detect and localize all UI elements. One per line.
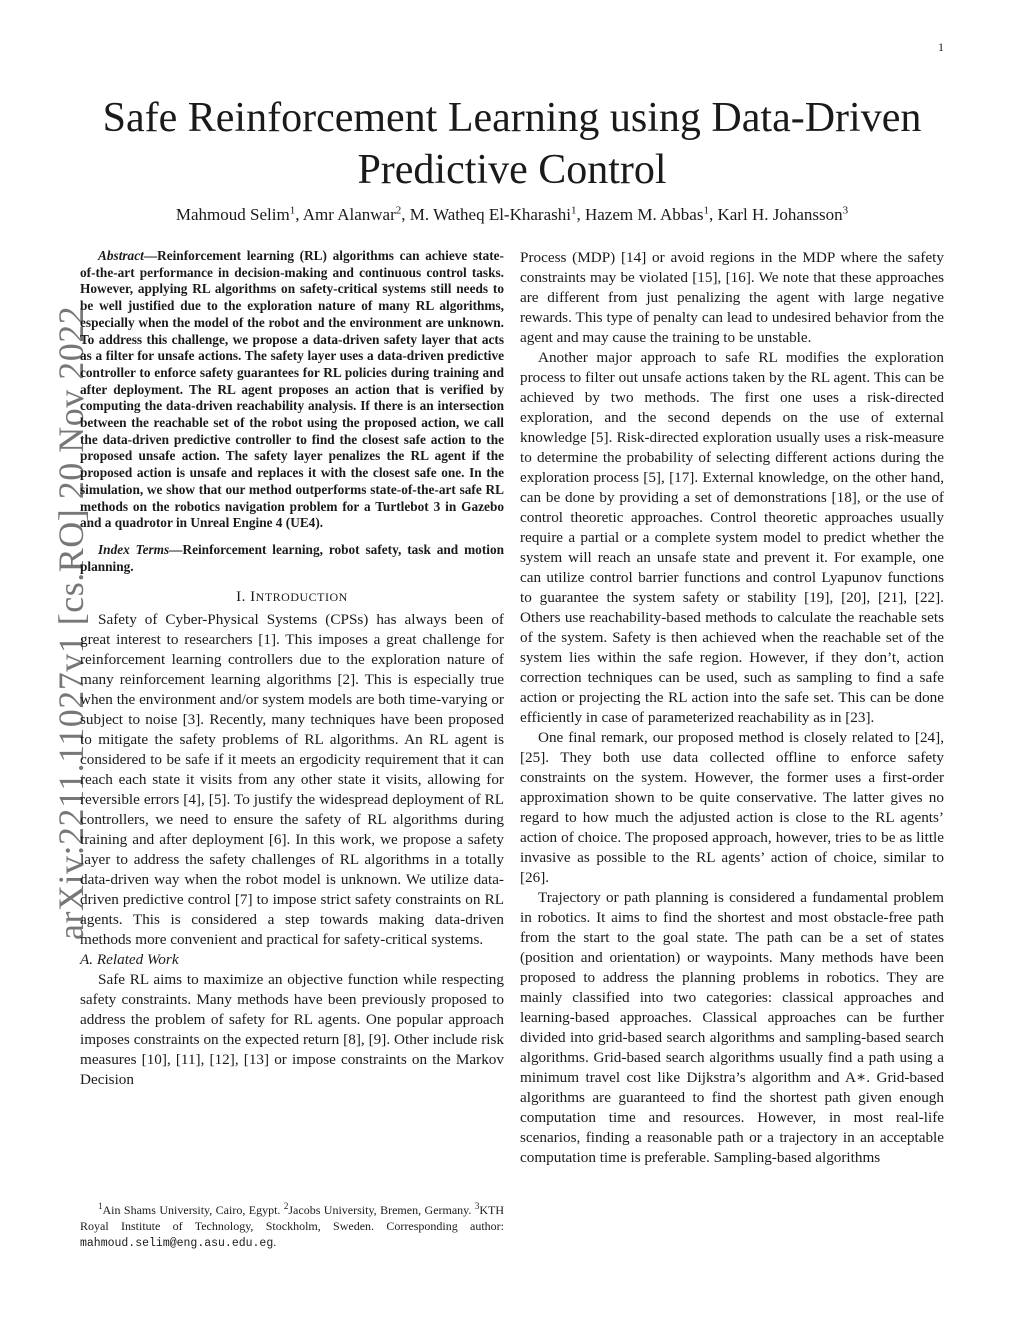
author-list (80, 198, 944, 227)
body-paragraph: Trajectory or path planning is considered a fundamental problem in robotics. It aims to find the shortest and most obstacle-free path from the start to the goal state. The path can be a set of states (position and orientation) or waypoints. Many methods have been proposed to address the planning problems in robotics. They are mainly classified into two categories: classical approaches and learning-based approaches. Classical approaches can be further divided into grid-based search algorithms and sampling-based search algorithms. Grid-based search algorithms usually find a path using a minimum travel cost like Dijkstra’s algorithm and A∗. Grid-based algorithms are guaranteed to find the shortest path given enough computation time and resources. However, in most real-life scenarios, finding a reasonable path or a trajectory in an acceptable computation time is preferable. Sampling-based algorithms (520, 889, 944, 1166)
page-number: 1 (938, 40, 944, 54)
author: M. Watheq El-Kharashi$^1$, (409, 204, 585, 224)
corresponding-author-email: mahmoud.selim@eng.asu.edu.eg (80, 1237, 274, 1250)
body-paragraph: Another major approach to safe RL modifies the exploration process to filter out unsafe actions taken by the RL agent. This can be achieved by two methods. The first one uses a risk-directed exploration, and the second depends on the use of external knowledge [5]. Risk-directed exploration usually uses a risk-measure to determine the probability of selecting different actions during the exploration process [5], [17]. External knowledge, on the other hand, can be done by providing a set of demonstrations [18], or the use of control theoretic approaches. Control theoretic approaches usually require a partial or a complete system model to predict whether the system will reach an unsafe state and prevent it. For example, one can utilize control barrier functions and control Lyapunov functions to guarantee the system safety or stability [19], [20], [21], [22]. Others use reachability-based methods to calculate the reachable sets of the system. Safety is then achieved when the reachable set of the system lies within the safe region. However, if they don’t, action correction techniques can be used, such as sampling to find a safe action or projecting the RL action into the safe set. This can be done efficiently in case of parameterized reachability as in [23]. (520, 349, 944, 726)
right-column (520, 248, 944, 1168)
subsection-heading-related-work: A. Related Work (80, 951, 179, 969)
author: Karl H. Johansson$^3$ (717, 204, 849, 224)
index-terms-label: Index Terms (98, 541, 170, 557)
abstract-label: Abstract (98, 248, 144, 263)
affiliation-footnote: $^1$Ain Shams University, Cairo, Egypt. $^2$Jacobs University, Bremen, Germany. $^3$KTH Royal Institute of Technology, Stockholm, Sweden. Corresponding author: mahmoud.selim@eng.asu.edu.eg. (80, 1201, 504, 1250)
arxiv-identifier-stamp: arXiv:2211.11027v1 [cs.RO] 20 Nov 2022 (51, 305, 91, 940)
left-column (80, 248, 504, 1090)
author: Amr Alanwar$^2$, (302, 204, 410, 224)
title-line-2: Predictive Control (357, 147, 667, 193)
index-terms-text: Reinforcement learning, robot safety, task and motion planning. (80, 541, 504, 574)
body-paragraph: Process (MDP) [14] or avoid regions in the MDP where the safety constraints may be violated [15], [16]. We note that these approaches are different from just penalizing the agent with large negative rewards. This type of penalty can lead to undesired behavior from the agent and may cause the training to be unstable. (520, 249, 944, 346)
author: Hazem M. Abbas$^1$, (584, 204, 718, 224)
title-line-1: Safe Reinforcement Learning using Data-Driven (102, 95, 922, 141)
intro-paragraph: Safety of Cyber-Physical Systems (CPSs) has always been of great interest to researchers [1]. This imposes a great challenge for reinforcement learning controllers due to the exploration nature of many reinforcement learning algorithms [2]. This is especially true when the environment and/or system models are both time-varying or subject to noise [3]. Recently, many techniques have been proposed to mitigate the safety problems of RL algorithms. An RL agent is considered to be safe if it meets an ergodicity requirement that it can reach each state it visits from any other state it visits, allowing for reversible errors [4], [5]. To justify the widespread deployment of RL controllers, we need to ensure the safety of RL algorithms during training and after deployment [6]. In this work, we propose a safety layer to address the safety challenges of RL algorithms in a totally data-driven way when the robot model is unknown. We utilize data-driven predictive control [7] to impose strict safety constraints on RL agents. This is considered a step towards making data-driven methods more convenient and practical for safety-critical systems. (80, 611, 504, 949)
author: Mahmoud Selim$^1$, (175, 204, 303, 224)
related-work-paragraph: Safe RL aims to maximize an objective function while respecting safety constraints. Many methods have been previously proposed to address the problem of safety for RL agents. One popular approach imposes constraints on the expected return [8], [9]. Other include risk measures [10], [11], [12], [13] or impose constraints on the Markov Decision (80, 971, 504, 1089)
section-heading-introduction: I. INTRODUCTION (236, 589, 348, 606)
paper-title (80, 92, 944, 196)
abstract-text: Reinforcement learning (RL) algorithms can achieve state-of-the-art performance in decision-making and continuous control tasks. However, applying RL algorithms on safety-critical systems still needs to be well justified due to the exploration nature of many RL algorithms, especially when the model of the robot and the environment are unknown. To address this challenge, we propose a data-driven safety layer that acts as a filter for unsafe actions. The safety layer uses a data-driven predictive controller to enforce safety guarantees for RL policies during training and after deployment. The RL agent proposes an action that is verified by computing the data-driven reachability analysis. If there is an intersection between the reachable set of the robot using the proposed action, we call the data-driven predictive controller to find the closest safe action to the proposed unsafe action. The safety layer penalizes the RL agent if the proposed action is unsafe and replaces it with the closest safe one. In the simulation, we show that our method outperforms state-of-the-art safe RL methods on the robotics navigation problem for a Turtlebot 3 in Gazebo and a quadrotor in Unreal Engine 4 (UE4). (80, 248, 504, 531)
body-paragraph: One final remark, our proposed method is closely related to [24], [25]. They both use data collected offline to enforce safety constraints on the system. However, the former uses a first-order approximation shown to be quite conservative. The latter gives no regard to how much the adjusted action is close to the RL agents’ action of choice. The proposed approach, however, tries to be as little invasive as possible to the RL agents’ action of choice, similar to [26]. (520, 729, 944, 886)
index-terms: Index Terms—Reinforcement learning, robot safety, task and motion planning. (80, 541, 504, 574)
abstract: Abstract—Reinforcement learning (RL) algorithms can achieve state-of-the-art performance in decision-making and continuous control tasks. However, applying RL algorithms on safety-critical systems still needs to be well justified due to the exploration nature of many RL algorithms, especially when the model of the robot and the environment are unknown. To address this challenge, we propose a data-driven safety layer that acts as a filter for unsafe actions. The safety layer uses a data-driven predictive controller to enforce safety guarantees for RL policies during training and after deployment. The RL agent proposes an action that is verified by computing the data-driven reachability analysis. If there is an intersection between the reachable set of the robot using the proposed action, we call the data-driven predictive controller to find the closest safe action to the proposed unsafe action. The safety layer penalizes the RL agent if the proposed action is unsafe and replaces it with the closest safe one. In the simulation, we show that our method outperforms state-of-the-art safe RL methods on the robotics navigation problem for a Turtlebot 3 in Gazebo and a quadrotor in Unreal Engine 4 (UE4). (80, 248, 504, 531)
